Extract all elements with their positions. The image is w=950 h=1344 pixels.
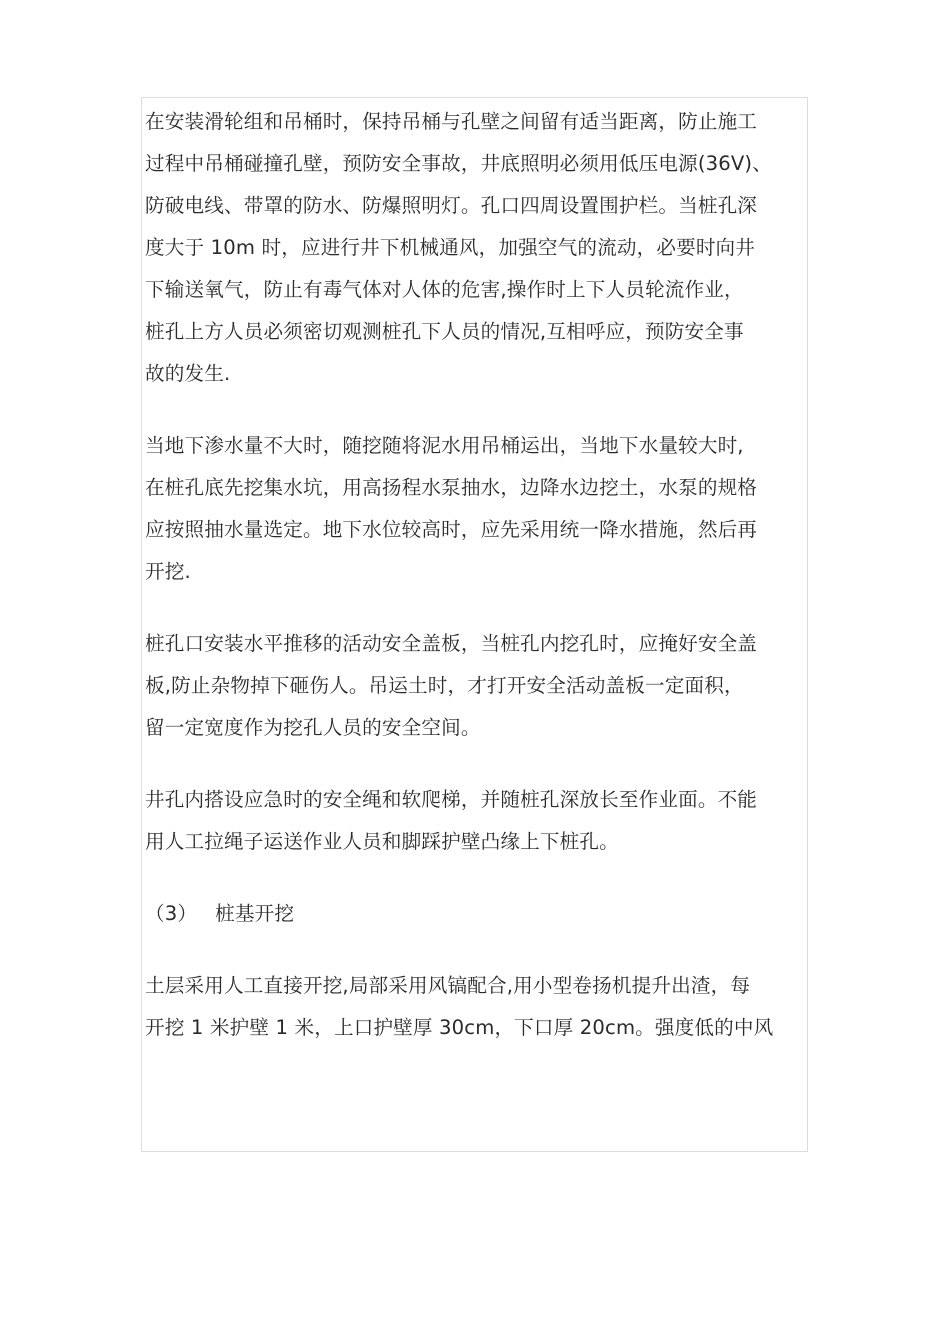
paragraph-line: 板,防止杂物掉下砸伤人。吊运土时，才打开安全活动盖板一定面积， [145, 674, 744, 697]
paragraph-line: 用人工拉绳子运送作业人员和脚踩护壁凸缘上下桩孔。 [145, 830, 619, 853]
paragraph-drainage [145, 425, 813, 593]
paragraph-line: 开挖 1 米护壁 1 米，上口护壁厚 30cm，下口厚 20cm。强度低的中风 [145, 1016, 774, 1039]
section-number: （3） [145, 902, 198, 925]
paragraph-spacing [145, 863, 813, 893]
paragraph-line: 防破电线、带罩的防水、防爆照明灯。孔口四周设置围护栏。当桩孔深 [145, 194, 758, 217]
paragraph-line: 应按照抽水量选定。地下水位较高时，应先采用统一降水措施，然后再 [145, 518, 758, 541]
paragraph-line: 当地下渗水量不大时，随挖随将泥水用吊桶运出，当地下水量较大时, [145, 434, 744, 457]
paragraph-emergency-ladder [145, 779, 813, 863]
paragraph-line: 开挖. [145, 560, 191, 583]
section-title: 桩基开挖 [215, 902, 295, 925]
document-body [145, 97, 813, 1049]
paragraph-line: 留一定宽度作为挖孔人员的安全空间。 [145, 716, 481, 739]
paragraph-line: 土层采用人工直接开挖,局部采用风镐配合,用小型卷扬机提升出渣，每 [145, 974, 751, 997]
paragraph-line: 过程中吊桶碰撞孔壁，预防安全事故，井底照明必须用低压电源(36V)、 [145, 152, 772, 175]
paragraph-line: 在桩孔底先挖集水坑，用高扬程水泵抽水，边降水边挖土，水泵的规格 [145, 476, 758, 499]
paragraph-line: 下输送氧气，防止有毒气体对人体的危害,操作时上下人员轮流作业， [145, 278, 744, 301]
paragraph-line: 度大于 10m 时，应进行井下机械通风，加强空气的流动，必要时向井 [145, 236, 756, 259]
paragraph-line: 井孔内搭设应急时的安全绳和软爬梯，并随桩孔深放长至作业面。不能 [145, 788, 758, 811]
paragraph-spacing [145, 749, 813, 779]
paragraph-line: 桩孔上方人员必须密切观测桩孔下人员的情况,互相呼应，预防安全事 [145, 320, 744, 343]
paragraph-cover-plate [145, 623, 813, 749]
paragraph-line: 在安装滑轮组和吊桶时，保持吊桶与孔壁之间留有适当距离，防止施工 [145, 110, 758, 133]
paragraph-excavation [145, 965, 813, 1049]
paragraph-safety-equipment [145, 97, 813, 395]
section-heading-line [145, 893, 813, 935]
paragraph-spacing [145, 593, 813, 623]
section-heading [145, 893, 813, 935]
paragraph-line: 桩孔口安装水平推移的活动安全盖板，当桩孔内挖孔时，应掩好安全盖 [145, 632, 758, 655]
paragraph-spacing [145, 935, 813, 965]
paragraph-line: 故的发生. [145, 362, 231, 385]
paragraph-spacing [145, 395, 813, 425]
